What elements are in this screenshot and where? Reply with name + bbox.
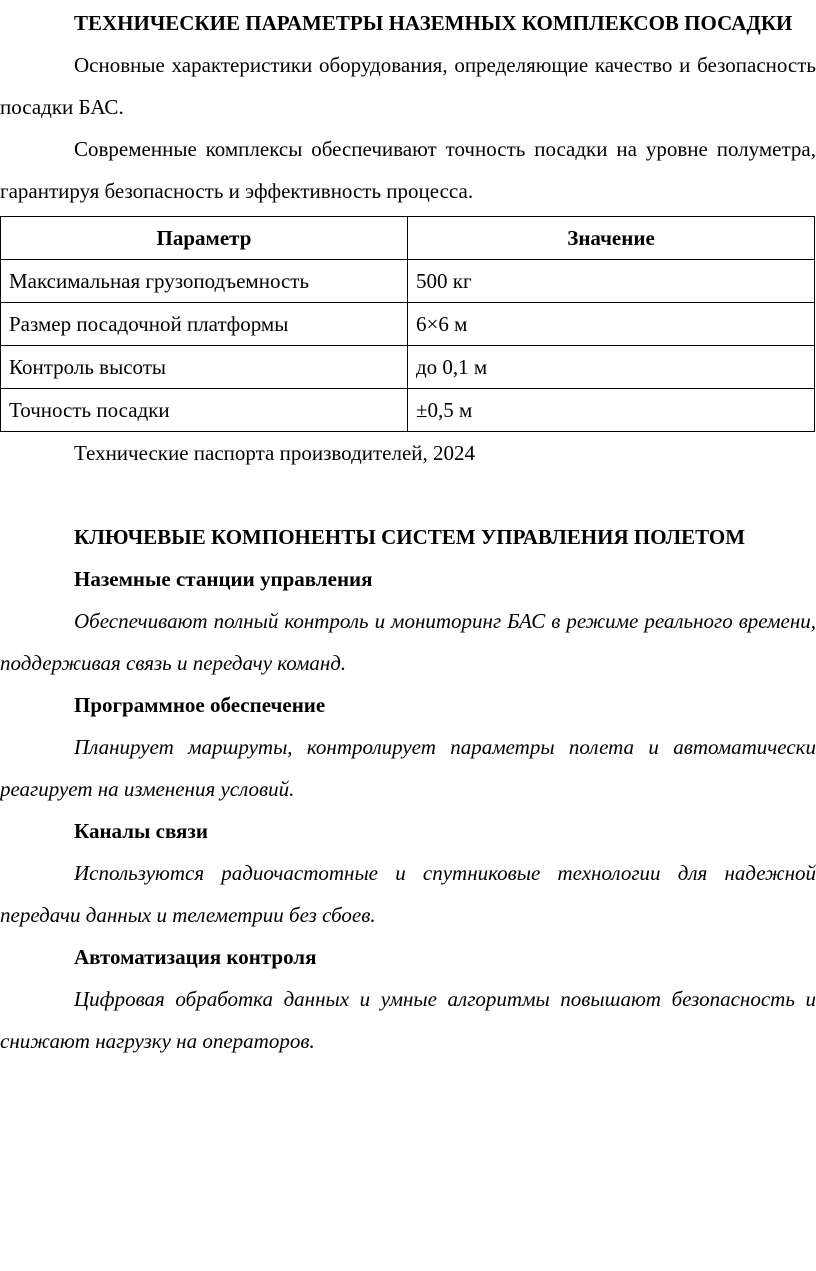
table-source-note: Технические паспорта производителей, 2024 [74,441,476,465]
column-header-parameter: Параметр [1,217,408,260]
table-cell-parameter: Контроль высоты [1,346,408,389]
column-header-value: Значение [408,217,815,260]
table-header-row [1,217,815,260]
table-cell-parameter: Максимальная грузоподъемность [1,260,408,303]
component-heading-ground-stations: Наземные станции управления [74,567,373,591]
parameters-table [0,216,815,432]
intro-paragraph: Основные характеристики оборудования, определяющие качество и безопасность посадки БАС. [0,53,816,119]
accuracy-paragraph: Современные комплексы обеспечивают точность посадки на уровне полуметра, гарантируя безопасность и эффективность процесса. [0,137,816,203]
table-cell-value: до 0,1 м [408,346,815,389]
section-spacer [0,474,816,516]
table-cell-value: 500 кг [408,260,815,303]
component-heading-software: Программное обеспечение [74,693,326,717]
table-row [1,260,815,303]
table-row [1,389,815,432]
table-cell-parameter: Размер посадочной платформы [1,303,408,346]
table-cell-parameter: Точность посадки [1,389,408,432]
section-title-ground-complexes: ТЕХНИЧЕСКИЕ ПАРАМЕТРЫ НАЗЕМНЫХ КОМПЛЕКСОВ ПОСАДКИ [74,11,793,35]
table-cell-value: ±0,5 м [408,389,815,432]
component-heading-communication: Каналы связи [74,819,208,843]
component-text-ground-stations: Обеспечивают полный контроль и мониторинг БАС в режиме реального времени, поддерживая связь и передачу команд. [0,609,816,675]
component-heading-automation: Автоматизация контроля [74,945,317,969]
section-title-flight-control: КЛЮЧЕВЫЕ КОМПОНЕНТЫ СИСТЕМ УПРАВЛЕНИЯ ПОЛЕТОМ [74,525,746,549]
table-cell-value: 6×6 м [408,303,815,346]
component-text-automation: Цифровая обработка данных и умные алгоритмы повышают безопасность и снижают нагрузку на операторов. [0,987,816,1053]
table-row [1,303,815,346]
component-text-communication: Используются радиочастотные и спутниковые технологии для надежной передачи данных и телеметрии без сбоев. [0,861,816,927]
table-row [1,346,815,389]
component-text-software: Планирует маршруты, контролирует параметры полета и автоматически реагирует на изменения условий. [0,735,816,801]
